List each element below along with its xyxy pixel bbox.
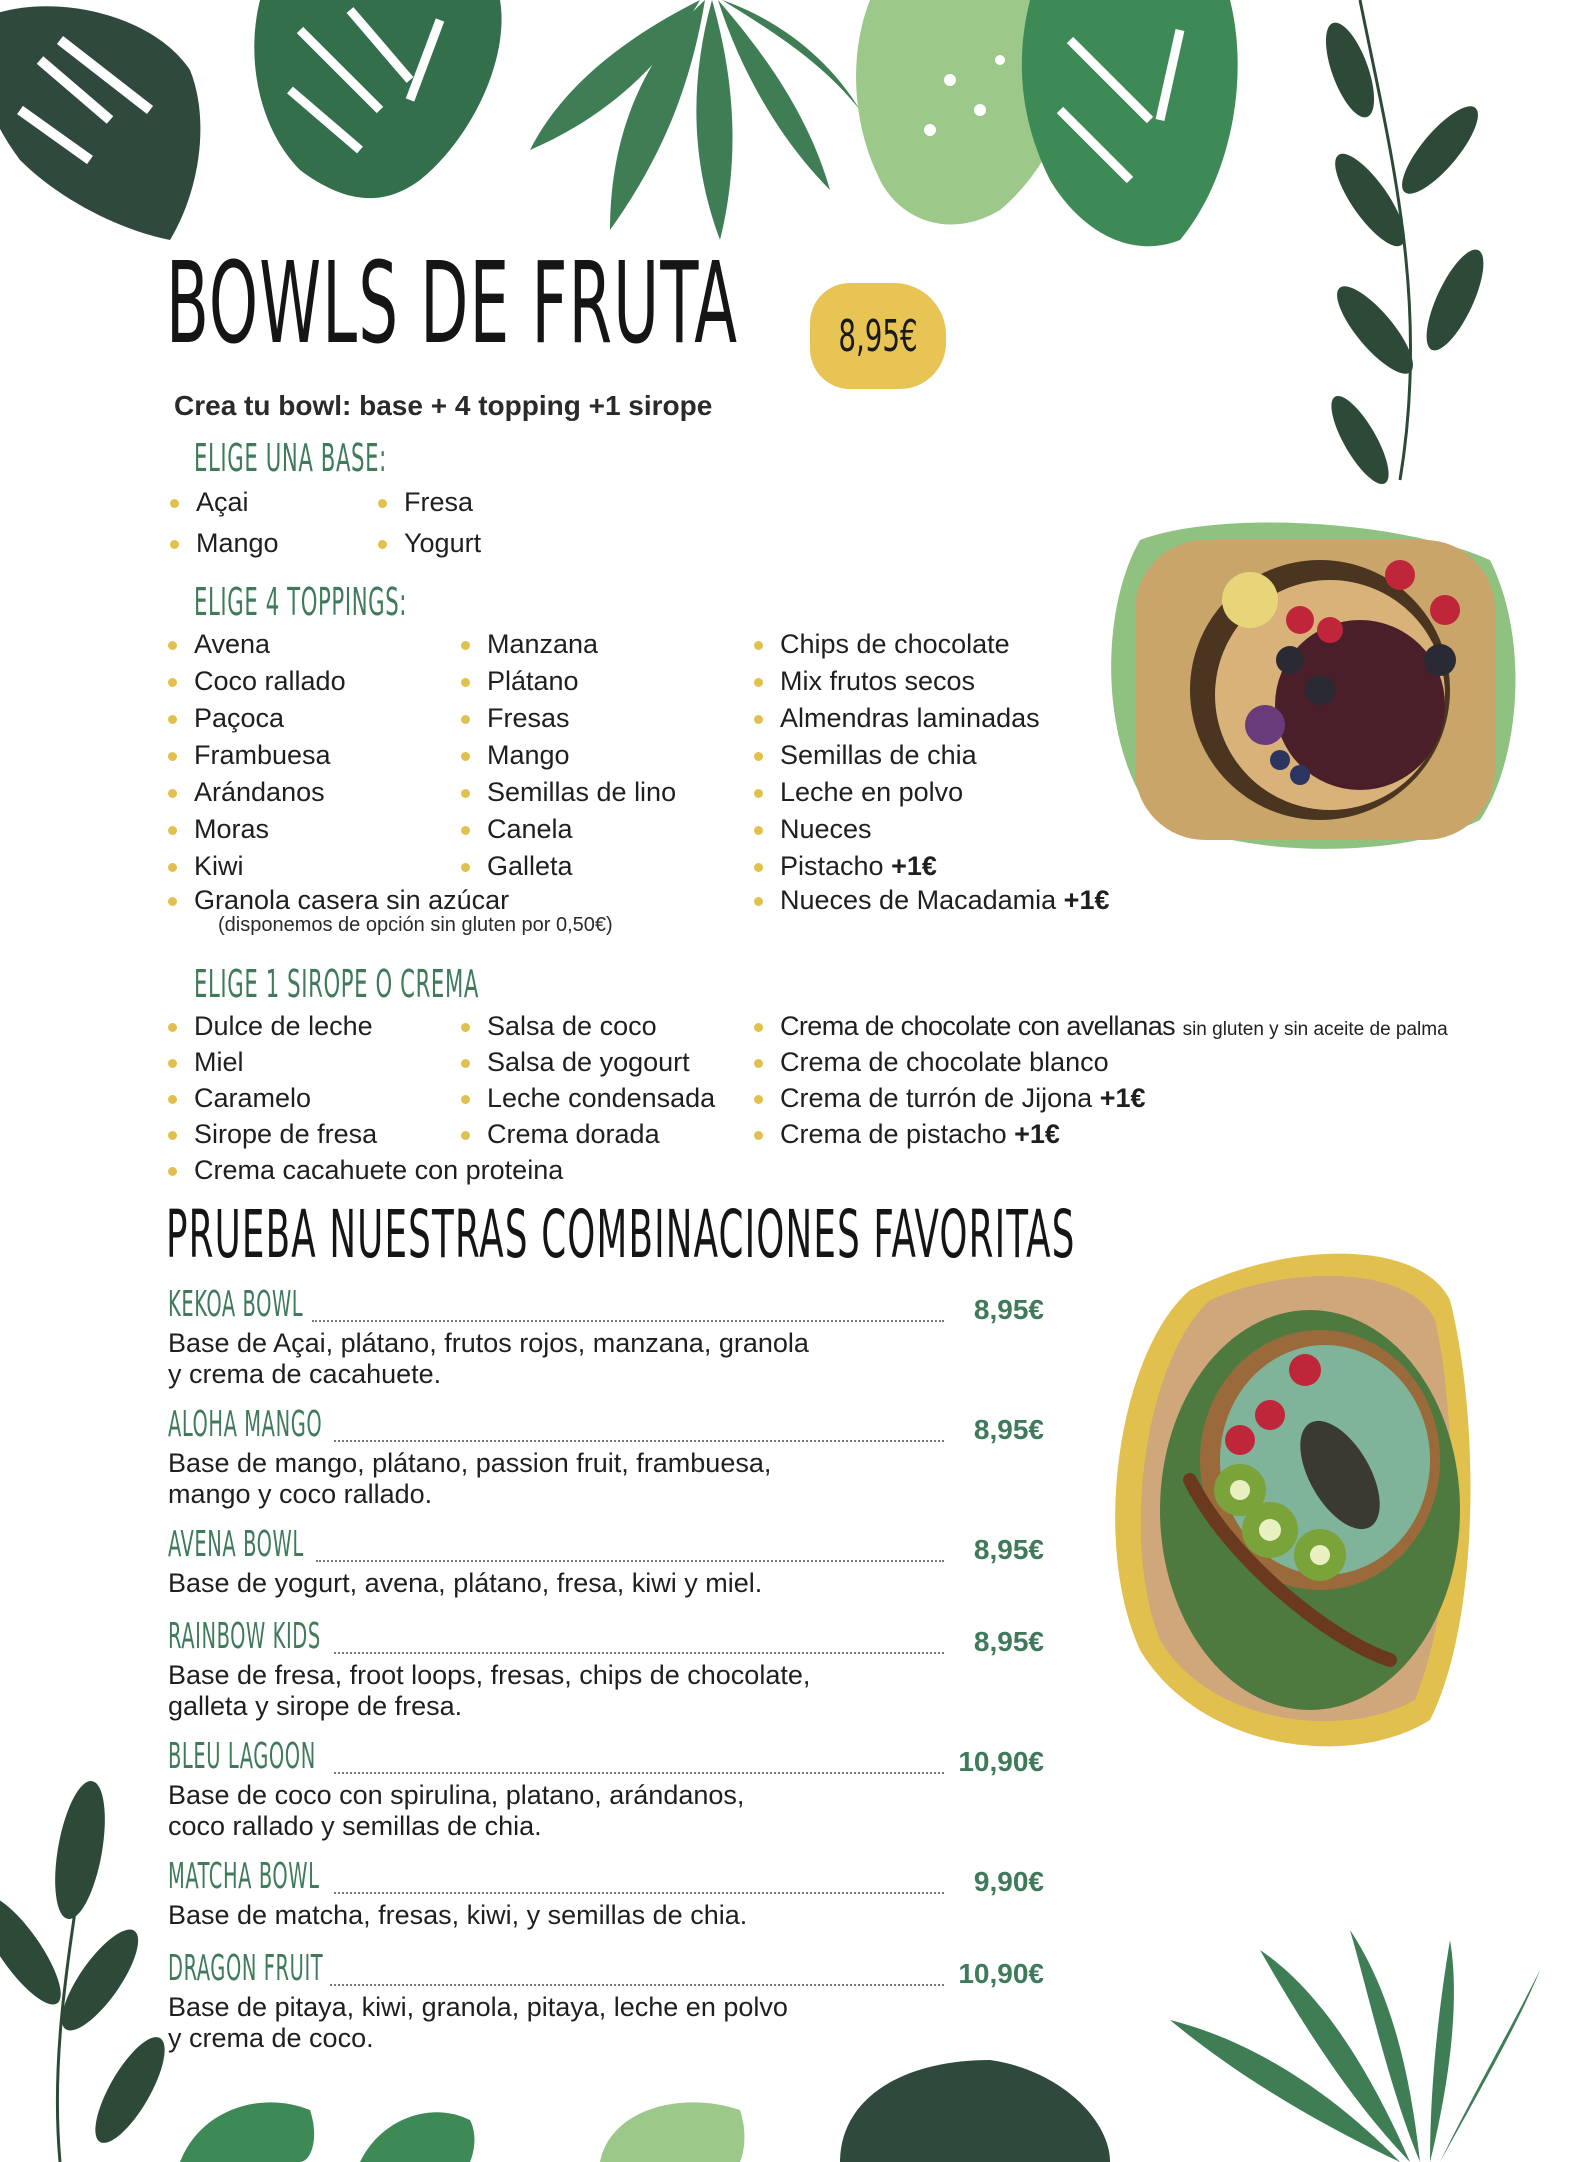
combo-description-line: Base de matcha, fresas, kiwi, y semillas de chia. <box>168 1900 748 1930</box>
combo-name: BLEU LAGOON <box>168 1736 316 1777</box>
price-badge <box>810 283 946 389</box>
palm-leaf-icon <box>1170 1930 1540 2162</box>
topping-item: Avena <box>194 629 271 659</box>
topping-item: Chips de chocolate <box>780 629 1010 659</box>
combo-description-line: Base de yogurt, avena, plátano, fresa, kiwi y miel. <box>168 1568 763 1598</box>
syrup-item: Crema cacahuete con proteina <box>194 1155 564 1185</box>
topping-item: Moras <box>194 814 270 844</box>
syrup-item: Salsa de yogourt <box>487 1047 690 1077</box>
base-item: Fresa <box>404 487 474 517</box>
base-item: Yogurt <box>404 528 482 558</box>
topping-label: Pistacho <box>780 851 884 881</box>
combo-description-line: y crema de coco. <box>168 2023 374 2053</box>
section-heading-toppings: ELIGE 4 TOPPINGS: <box>194 580 408 624</box>
syrup-note: sin gluten y sin aceite de palma <box>1182 1019 1448 1040</box>
combo-description-line: mango y coco rallado. <box>168 1479 433 1509</box>
vine-leaf-icon <box>1316 0 1495 491</box>
syrup-item: Caramelo <box>194 1083 312 1113</box>
syrup-item-extra <box>780 1082 1146 1114</box>
combo-description-line: y crema de cacahuete. <box>168 1359 442 1389</box>
base-item: Açai <box>196 487 249 517</box>
topping-item: Fresas <box>487 703 570 733</box>
topping-item: Mix frutos secos <box>780 666 976 696</box>
syrup-item: Dulce de leche <box>194 1011 373 1041</box>
syrup-item: Crema dorada <box>487 1119 660 1149</box>
syrup-item: Leche condensada <box>487 1083 716 1113</box>
monstera-leaf-icon <box>180 2060 1110 2162</box>
combo-price: 10,90€ <box>958 1746 1044 1777</box>
syrup-item <box>780 1010 1448 1046</box>
dot-leader <box>334 1772 944 1774</box>
topping-item: Mango <box>487 740 570 770</box>
topping-item: Kiwi <box>194 851 244 881</box>
dot-leader <box>334 1440 944 1442</box>
topping-item: Granola casera sin azúcar <box>194 885 510 915</box>
combo-description <box>168 1780 888 1842</box>
dot-leader <box>330 1984 944 1986</box>
combo-price: 10,90€ <box>958 1958 1044 1989</box>
combo-description-line: Base de coco con spirulina, platano, arándanos, <box>168 1780 745 1810</box>
syrup-label: Crema de pistacho <box>780 1119 1007 1149</box>
page-title: BOWLS DE FRUTA <box>166 239 739 369</box>
combo-price: 8,95€ <box>973 1294 1044 1325</box>
topping-item: Galleta <box>487 851 573 881</box>
topping-item: Plátano <box>487 666 579 696</box>
syrup-label: Crema de chocolate con avellanas <box>780 1011 1176 1041</box>
topping-item: Canela <box>487 814 573 844</box>
combo-description <box>168 1900 888 1931</box>
combo-name: RAINBOW KIDS <box>168 1616 321 1657</box>
combo-name: MATCHA BOWL <box>168 1856 320 1897</box>
combo-description-line: Base de mango, plátano, passion fruit, frambuesa, <box>168 1448 772 1478</box>
topping-label: Nueces de Macadamia <box>780 885 1057 915</box>
dot-leader <box>312 1320 944 1322</box>
combo-description-line: coco rallado y semillas de chia. <box>168 1811 542 1841</box>
syrup-item: Miel <box>194 1047 244 1077</box>
monstera-leaf-icon <box>0 6 200 240</box>
topping-item: Arándanos <box>194 777 325 807</box>
syrup-item: Sirope de fresa <box>194 1119 378 1149</box>
combo-price: 8,95€ <box>973 1414 1044 1445</box>
combo-description <box>168 1328 888 1390</box>
acai-bowl-photo <box>1111 523 1515 849</box>
monstera-leaf-icon <box>1022 0 1238 246</box>
syrup-item: Crema de chocolate blanco <box>780 1047 1109 1077</box>
gluten-free-note: (disponemos de opción sin gluten por 0,50€) <box>218 914 613 936</box>
topping-item: Semillas de chia <box>780 740 977 770</box>
section-heading-syrups: ELIGE 1 SIROPE O CREMA <box>194 962 479 1006</box>
page-subtitle: Crea tu bowl: base + 4 topping +1 sirope <box>174 390 713 421</box>
topping-item: Coco rallado <box>194 666 346 696</box>
extra-price: +1€ <box>891 851 937 881</box>
favorites-heading: PRUEBA NUESTRAS COMBINACIONES FAVORITAS <box>166 1196 1076 1273</box>
topping-item: Manzana <box>487 629 599 659</box>
combo-price: 9,90€ <box>973 1866 1044 1897</box>
combo-name: AVENA BOWL <box>168 1524 304 1565</box>
syrup-item-extra <box>780 1118 1060 1150</box>
topping-item: Leche en polvo <box>780 777 964 807</box>
base-item: Mango <box>196 528 279 558</box>
topping-item-extra <box>780 850 937 882</box>
combo-description-line: Base de fresa, froot loops, fresas, chips de chocolate, <box>168 1660 811 1690</box>
combo-price: 8,95€ <box>973 1534 1044 1565</box>
topping-item: Frambuesa <box>194 740 331 770</box>
combo-description <box>168 1992 888 2054</box>
combo-description-line: Base de Açai, plátano, frutos rojos, manzana, granola <box>168 1328 809 1358</box>
combo-description-line: galleta y sirope de fresa. <box>168 1691 463 1721</box>
syrup-item: Salsa de coco <box>487 1011 657 1041</box>
section-heading-bases: ELIGE UNA BASE: <box>194 436 387 480</box>
combo-description <box>168 1568 888 1599</box>
combo-name: DRAGON FRUIT <box>168 1948 324 1989</box>
topping-item: Almendras laminadas <box>780 703 1040 733</box>
vine-leaf-icon <box>0 1777 177 2162</box>
combo-price: 8,95€ <box>973 1626 1044 1657</box>
dot-leader <box>334 1652 944 1654</box>
topping-item: Nueces <box>780 814 872 844</box>
combo-description <box>168 1660 888 1722</box>
combo-name: KEKOA BOWL <box>168 1284 304 1325</box>
combo-description-line: Base de pitaya, kiwi, granola, pitaya, leche en polvo <box>168 1992 788 2022</box>
matcha-bowl-photo <box>1115 1254 1470 1747</box>
extra-price: +1€ <box>1099 1083 1146 1113</box>
topping-item: Paçoca <box>194 703 285 733</box>
topping-item: Semillas de lino <box>487 777 677 807</box>
price-badge-value: 8,95€ <box>838 311 918 362</box>
extra-price: +1€ <box>1014 1119 1060 1149</box>
dot-leader <box>316 1560 944 1562</box>
syrup-label: Crema de turrón de Jijona <box>780 1083 1093 1113</box>
monstera-leaf-icon <box>254 0 501 198</box>
topping-item-extra <box>780 884 1109 916</box>
palm-leaf-icon <box>530 0 860 240</box>
combo-description <box>168 1448 888 1510</box>
extra-price: +1€ <box>1063 885 1110 915</box>
combo-name: ALOHA MANGO <box>168 1404 323 1445</box>
dot-leader <box>334 1892 944 1894</box>
